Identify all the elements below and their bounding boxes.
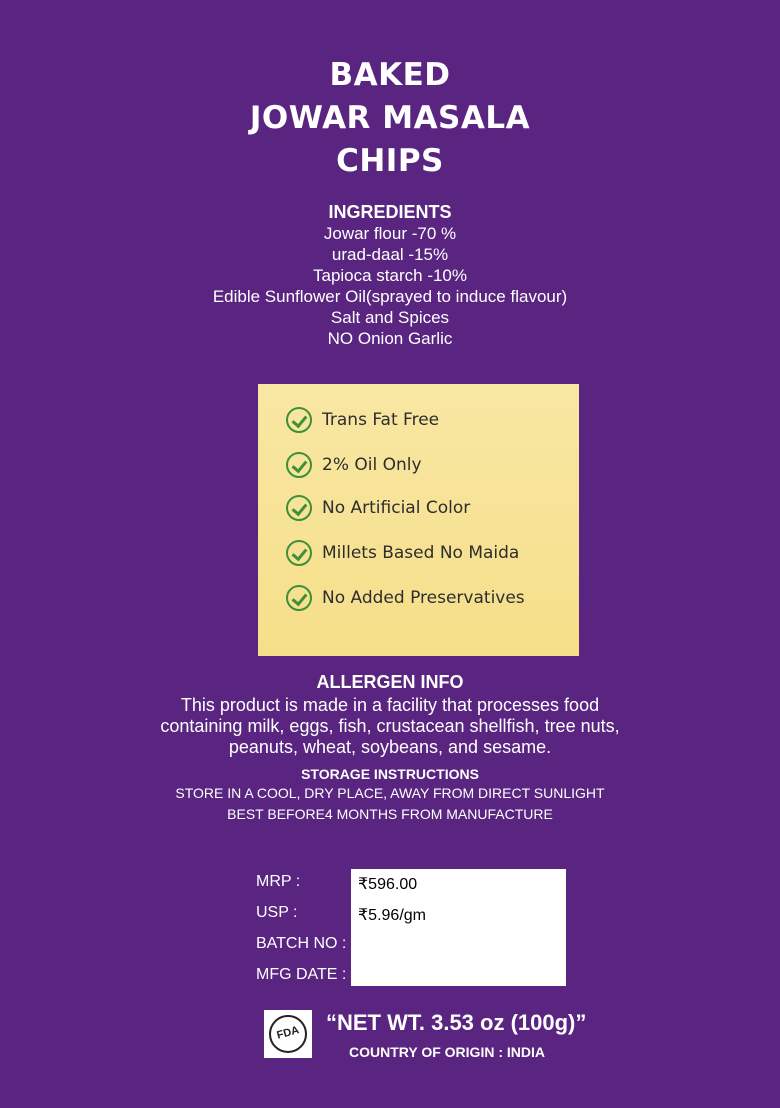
ingredients-heading: INGREDIENTS (328, 202, 452, 222)
usp-value: ₹5.96/gm (358, 907, 426, 924)
check-circle-icon (286, 495, 312, 521)
features-panel (258, 384, 579, 656)
country-of-origin: COUNTRY OF ORIGIN : INDIA (349, 1044, 545, 1060)
ingredient-item: Edible Sunflower Oil(sprayed to induce flavour) (212, 287, 568, 306)
title-line: JOWAR MASALA (249, 100, 531, 136)
batch-label: BATCH NO : (256, 935, 347, 952)
feature-item (286, 493, 470, 523)
mrp-label: MRP : (256, 873, 301, 890)
check-circle-icon (286, 585, 312, 611)
feature-label: Trans Fat Free (322, 410, 440, 430)
title-line: CHIPS (336, 143, 444, 179)
title-line: BAKED (329, 57, 451, 93)
storage-section (0, 766, 780, 825)
ingredient-item: NO Onion Garlic (327, 329, 453, 348)
storage-line: STORE IN A COOL, DRY PLACE, AWAY FROM DIRECT SUNLIGHT (175, 785, 605, 801)
usp-label: USP : (256, 904, 298, 921)
feature-label: No Added Preservatives (322, 588, 525, 608)
check-circle-icon (286, 407, 312, 433)
feature-item (286, 538, 519, 568)
storage-line: BEST BEFORE4 MONTHS FROM MANUFACTURE (227, 806, 553, 822)
pricing-labels (256, 872, 346, 996)
feature-label: No Artificial Color (322, 498, 471, 518)
allergen-heading: ALLERGEN INFO (316, 672, 464, 692)
feature-item (286, 583, 525, 613)
mfg-date-label: MFG DATE : (256, 966, 347, 983)
feature-item (286, 405, 439, 435)
fda-seal-icon (269, 1015, 307, 1053)
allergen-section (0, 672, 780, 758)
check-circle-icon (286, 452, 312, 478)
net-weight: “NET WT. 3.53 oz (100g)” (326, 1010, 587, 1035)
ingredients-section (0, 202, 780, 349)
storage-heading: STORAGE INSTRUCTIONS (301, 766, 479, 782)
ingredient-item: Tapioca starch -10% (312, 266, 468, 285)
feature-item (286, 450, 422, 480)
allergen-text: This product is made in a facility that processes food containing milk, eggs, fish, crustacean shellfish, tree nuts, peanuts, wheat, soybeans, and sesame. (160, 695, 620, 757)
ingredient-item: Jowar flour -70 % (323, 224, 457, 243)
ingredient-item: urad-daal -15% (331, 245, 449, 264)
pricing-box (351, 869, 566, 986)
fda-approved-logo (264, 1010, 312, 1058)
product-title (0, 54, 780, 183)
check-circle-icon (286, 540, 312, 566)
fda-text: FDA (275, 1024, 301, 1042)
ingredient-item: Salt and Spices (330, 308, 450, 327)
feature-label: Millets Based No Maida (322, 543, 520, 563)
mrp-value: ₹596.00 (358, 876, 418, 893)
feature-label: 2% Oil Only (322, 455, 422, 475)
